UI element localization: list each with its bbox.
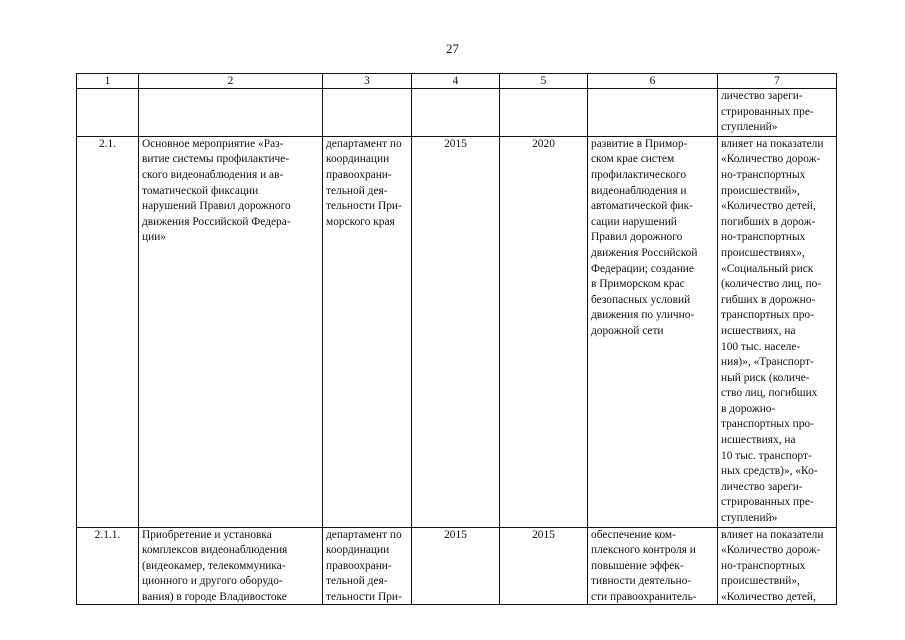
text-line: витие системы профилактиче- (142, 153, 290, 166)
text-line: «Количество детей, (721, 591, 816, 603)
text-line: правоохрани- (326, 559, 392, 572)
text-line: координации (326, 153, 390, 166)
expected-result-cell (588, 527, 718, 604)
text-line: координации (326, 544, 390, 557)
text-line: ступлений» (721, 121, 778, 134)
measure-name-cell (139, 136, 323, 527)
text-line: тельной дея- (326, 184, 388, 197)
text-line: в Приморском крас (591, 278, 685, 291)
text-line: в дорожно- (721, 402, 776, 415)
column-header-2: 2 (139, 74, 323, 89)
column-header-1: 1 (77, 74, 139, 89)
text-line: влияет на показатели (721, 137, 824, 150)
text-line: ных средств)», «Ко- (721, 465, 818, 478)
text-line: тельности При- (326, 200, 402, 213)
text-line: ный риск (количе- (721, 371, 810, 384)
page-number: 27 (446, 41, 459, 56)
end-year: 2020 (500, 136, 588, 527)
text-line: тельной дея- (326, 575, 388, 588)
text-line: (видеокамер, телекоммуника- (142, 559, 286, 572)
text-line: видеонаблюдения и (591, 184, 687, 197)
text-line: 100 тыс. населе- (721, 340, 801, 353)
text-line: правоохрани- (326, 168, 392, 181)
text-line: департамент по (326, 528, 402, 541)
start-year: 2015 (412, 527, 500, 604)
column-header-6: 6 (588, 74, 718, 89)
text-line: ционного и другого оборудо- (142, 575, 283, 588)
text-line: происшествий», (721, 575, 800, 588)
text-line: погибших в дорож- (721, 215, 816, 228)
text-line: комплексов видеонаблюдения (142, 544, 288, 557)
column-header-5: 5 (500, 74, 588, 89)
text-line: «Социальный риск (721, 262, 814, 275)
text-line: ство лиц, погибших (721, 387, 818, 400)
text-line: профилактического (591, 168, 687, 181)
text-line: личество зареги- (721, 90, 803, 102)
text-line: Приобретение и установка (142, 528, 272, 541)
text-line: «Количество детей, (721, 200, 816, 213)
item-number: 2.1.1. (77, 527, 139, 604)
text-line: Федерации; создание (591, 262, 694, 275)
text-line: дорожной сети (591, 324, 664, 337)
text-line: повышение эффек- (591, 559, 684, 572)
text-line: вания) в городе Владивостоке (142, 591, 287, 603)
text-line: стрированных пре- (721, 105, 814, 118)
text-line: сации нарушений (591, 215, 677, 228)
text-line: тельности При- (326, 591, 402, 603)
text-line: гибших в дорожно- (721, 293, 816, 306)
executor-cell (323, 136, 412, 527)
empty-cell (500, 89, 588, 137)
impact-cell (718, 136, 837, 527)
column-header-row (77, 74, 837, 89)
text-line: происшествиях», (721, 246, 805, 259)
measure-name-cell (139, 527, 323, 604)
text-line: но-транспортных (721, 168, 806, 181)
text-line: Правил дорожного (591, 231, 683, 244)
text-line: безопасных условий (591, 293, 691, 306)
text-line: томатической фиксации (142, 184, 259, 197)
text-line: сти правоохранитель- (591, 591, 697, 603)
text-line: движения Российской (591, 246, 698, 259)
impact-cell (718, 89, 837, 137)
column-header-4: 4 (412, 74, 500, 89)
end-year: 2015 (500, 527, 588, 604)
text-line: ского видеонаблюдения и ав- (142, 168, 284, 181)
executor-cell (323, 527, 412, 604)
text-line: плексного контроля и (591, 544, 696, 557)
text-line: нарушений Правил дорожного (142, 200, 291, 213)
text-line: но-транспортных (721, 559, 806, 572)
empty-cell (77, 89, 139, 137)
table-row (77, 527, 837, 604)
text-line: влияет на показатели (721, 528, 824, 541)
column-header-3: 3 (323, 74, 412, 89)
text-line: транспортных про- (721, 309, 814, 322)
text-line: «Количество дорож- (721, 544, 821, 557)
text-line: личество зареги- (721, 480, 803, 493)
text-line: обеспечение ком- (591, 528, 676, 541)
text-line: происшествий», (721, 184, 800, 197)
text-line: исшествиях, на (721, 324, 796, 337)
text-line: департамент по (326, 137, 402, 150)
empty-cell (588, 89, 718, 137)
empty-cell (323, 89, 412, 137)
text-line: развитие в Примор- (591, 137, 688, 150)
empty-cell (412, 89, 500, 137)
column-header-7: 7 (718, 74, 837, 89)
text-line: (количество лиц, по- (721, 278, 822, 291)
text-line: «Количество дорож- (721, 153, 821, 166)
text-line: исшествиях, на (721, 434, 796, 447)
text-line: морского края (326, 215, 395, 228)
item-number: 2.1. (77, 136, 139, 527)
text-line: ступлений» (721, 512, 778, 525)
empty-cell (139, 89, 323, 137)
text-line: но-транспортных (721, 231, 806, 244)
start-year: 2015 (412, 136, 500, 527)
text-line: транспортных про- (721, 418, 814, 431)
text-line: движения Российской Федера- (142, 215, 291, 228)
continuation-row (77, 89, 837, 137)
text-line: ции» (142, 231, 166, 244)
program-table (76, 73, 837, 605)
expected-result-cell (588, 136, 718, 527)
impact-cell (718, 527, 837, 604)
text-line: автоматической фик- (591, 200, 693, 213)
table-row (77, 136, 837, 527)
text-line: ском крае систем (591, 153, 675, 166)
text-line: стрированных пре- (721, 496, 814, 509)
text-line: тивности деятельно- (591, 575, 692, 588)
text-line: ния)», «Транспорт- (721, 356, 814, 369)
text-line: движения по улично- (591, 309, 695, 322)
text-line: 10 тыс. транспорт- (721, 449, 812, 462)
text-line: Основное мероприятие «Раз- (142, 137, 284, 150)
